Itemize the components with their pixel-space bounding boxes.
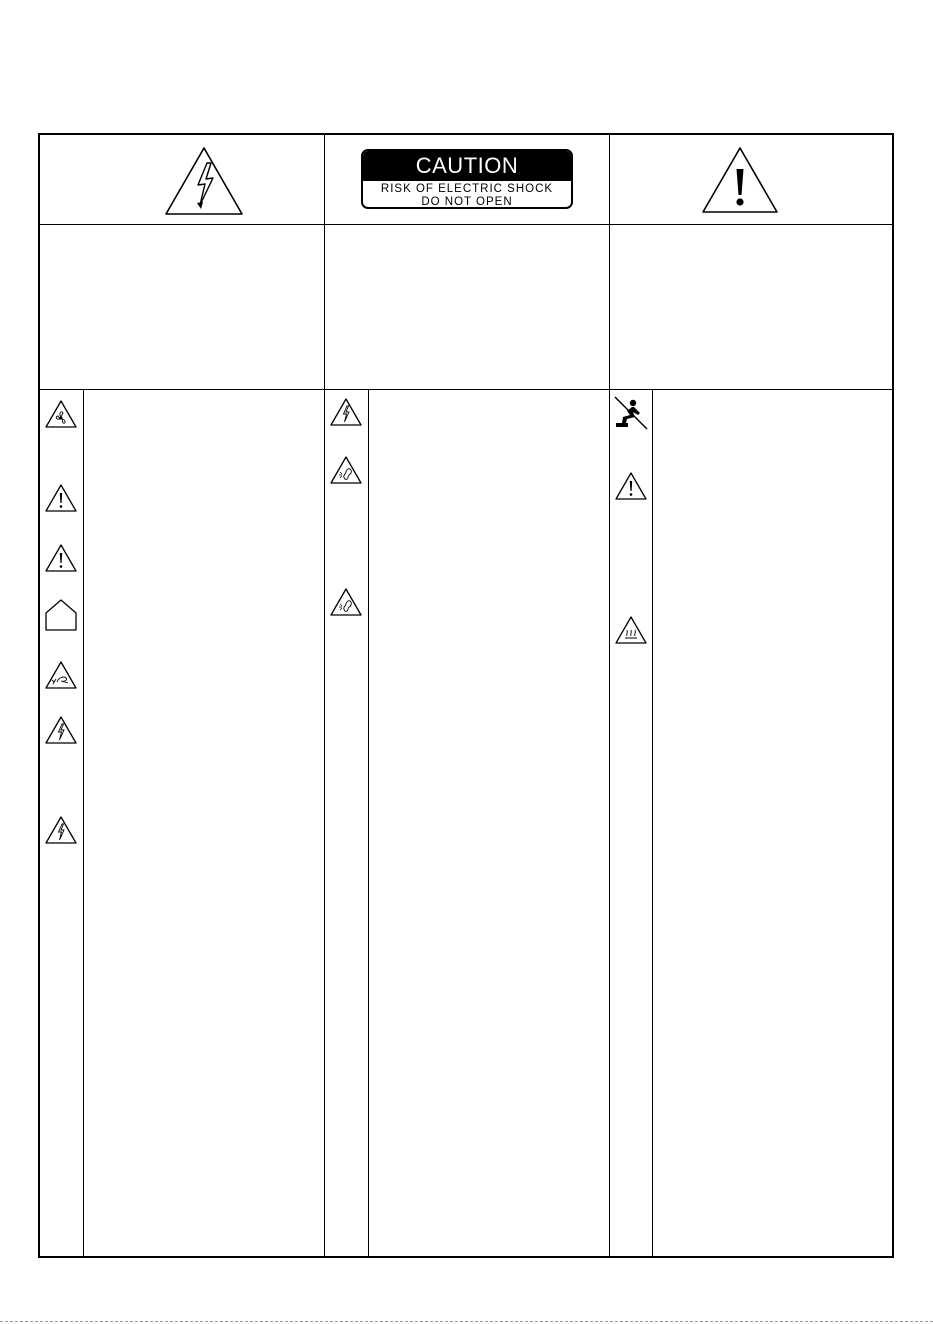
ear-warning-icon [329, 587, 363, 617]
hand-pinch-warning-icon [44, 660, 78, 690]
no-children-climbing-icon [613, 395, 649, 431]
ear-warning-icon [329, 455, 363, 485]
hot-surface-warning-icon [614, 615, 648, 645]
icon-gutter-divider [368, 389, 369, 1256]
caution-line-2: DO NOT OPEN [421, 196, 513, 208]
exclamation-warning-icon [44, 543, 78, 573]
column-divider [324, 135, 325, 1256]
caution-label [361, 149, 573, 209]
safety-sheet [38, 133, 894, 1258]
exclamation-warning-icon [700, 145, 780, 215]
exclamation-warning-icon [614, 471, 648, 501]
house-icon [44, 598, 78, 632]
lightning-warning-icon [44, 715, 78, 745]
lightning-warning-icon [44, 815, 78, 845]
icon-gutter-divider [83, 389, 84, 1256]
exclamation-warning-icon [44, 483, 78, 513]
column-divider [609, 135, 610, 1256]
icon-gutter-divider [652, 389, 653, 1256]
row-divider [40, 224, 892, 225]
caution-line-1: RISK OF ELECTRIC SHOCK [380, 183, 554, 195]
lightning-warning-icon [163, 145, 245, 217]
page-cut-line [0, 1321, 933, 1322]
lightning-warning-icon [329, 397, 363, 427]
caution-title: CAUTION [363, 151, 571, 181]
fan-warning-icon [44, 399, 78, 429]
row-divider [40, 389, 892, 390]
